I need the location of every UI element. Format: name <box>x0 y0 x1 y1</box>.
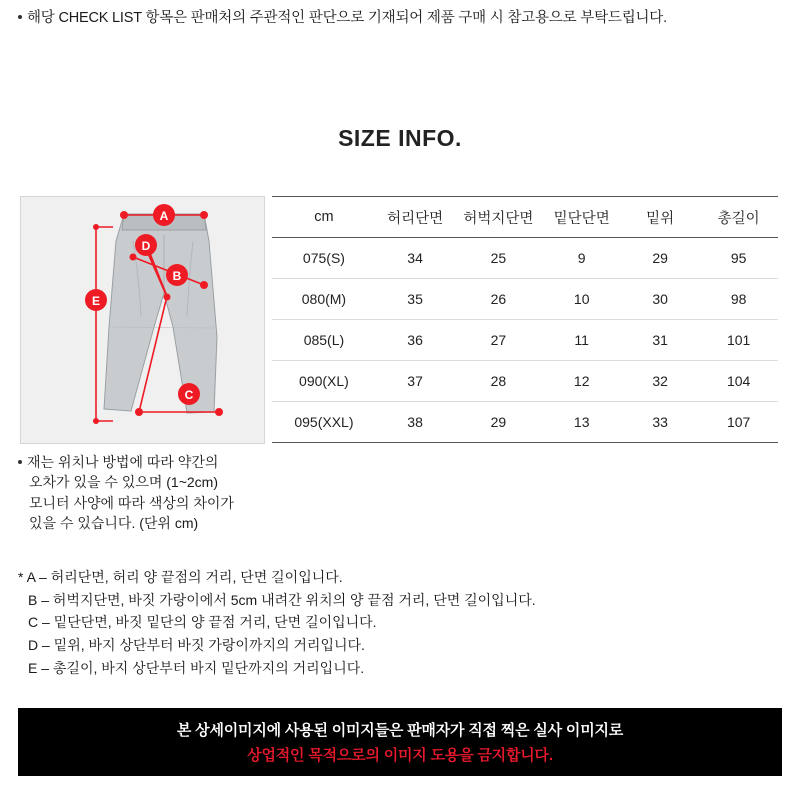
svg-text:C: C <box>184 388 194 402</box>
disclaimer-line <box>18 452 268 472</box>
table-header-cell: 밑단단면 <box>542 197 620 238</box>
legend-text: A – 허리단면, 허리 양 끝점의 거리, 단면 길이입니다. <box>26 569 343 585</box>
table-cell: 12 <box>542 361 620 402</box>
table-cell-size: 080(M) <box>272 279 376 320</box>
table-row <box>272 279 778 320</box>
table-row <box>272 402 778 443</box>
table-header-row <box>272 197 778 238</box>
legend-line: D – 밑위, 바지 상단부터 바짓 가랑이까지의 거리입니다. <box>28 637 365 654</box>
table-header-cell: cm <box>272 197 376 238</box>
pants-illustration <box>104 214 217 413</box>
table-cell-size: 075(S) <box>272 238 376 279</box>
table-cell: 27 <box>454 320 542 361</box>
table-cell: 36 <box>376 320 454 361</box>
table-header-cell: 허벅지단면 <box>454 197 542 238</box>
measurement-disclaimer <box>18 452 268 533</box>
page-title: SIZE INFO. <box>338 125 462 151</box>
svg-text:B: B <box>172 269 182 283</box>
table-header-cell: 밑위 <box>621 197 699 238</box>
table-cell: 31 <box>621 320 699 361</box>
table-row <box>272 361 778 402</box>
legend-line: B – 허벅지단면, 바짓 가랑이에서 5cm 내려간 위치의 양 끝점 거리, 단면 길이입니다. <box>28 591 536 608</box>
table-cell: 98 <box>699 279 778 320</box>
table-cell: 37 <box>376 361 454 402</box>
table-cell: 107 <box>699 402 778 443</box>
svg-text:D: D <box>141 239 151 253</box>
table-cell: 95 <box>699 238 778 279</box>
top-notice <box>18 6 782 27</box>
table-cell: 26 <box>454 279 542 320</box>
table-cell: 33 <box>621 402 699 443</box>
disclaimer-line: 오차가 있을 수 있으며 (1~2cm) <box>29 474 219 491</box>
pants-diagram-svg <box>21 197 264 443</box>
table-cell-size: 085(L) <box>272 320 376 361</box>
table-cell: 38 <box>376 402 454 443</box>
table-cell: 34 <box>376 238 454 279</box>
size-table <box>272 196 778 443</box>
asterisk-icon: * <box>18 569 24 585</box>
top-notice-text: 해당 CHECK LIST 항목은 판매처의 주관적인 판단으로 기재되어 제품 구매 시 참고용으로 부탁드립니다. <box>27 10 667 26</box>
size-diagram <box>20 196 265 444</box>
table-cell: 11 <box>542 320 620 361</box>
table-header-cell: 총길이 <box>699 197 778 238</box>
table-header-cell: 허리단면 <box>376 197 454 238</box>
table-cell: 29 <box>621 238 699 279</box>
table-cell: 28 <box>454 361 542 402</box>
legend-line: C – 밑단단면, 바짓 밑단의 양 끝점 거리, 단면 길이입니다. <box>28 614 377 631</box>
table-cell-size: 095(XXL) <box>272 402 376 443</box>
legend-line <box>18 566 778 589</box>
banner-line-1: 본 상세이미지에 사용된 이미지들은 판매자가 직접 찍은 실사 이미지로 <box>176 722 624 739</box>
disclaimer-line: 모니터 사양에 따라 색상의 차이가 <box>29 494 234 511</box>
svg-text:A: A <box>159 209 169 223</box>
table-row <box>272 320 778 361</box>
table-cell: 30 <box>621 279 699 320</box>
table-cell: 9 <box>542 238 620 279</box>
svg-text:E: E <box>91 294 101 308</box>
disclaimer-text: 재는 위치나 방법에 따라 약간의 <box>27 454 219 470</box>
table-cell: 32 <box>621 361 699 402</box>
table-cell-size: 090(XL) <box>272 361 376 402</box>
table-cell: 13 <box>542 402 620 443</box>
legend-line: E – 총길이, 바지 상단부터 바지 밑단까지의 거리입니다. <box>28 659 365 676</box>
copyright-banner <box>18 708 782 776</box>
table-cell: 10 <box>542 279 620 320</box>
table-cell: 101 <box>699 320 778 361</box>
table-cell: 35 <box>376 279 454 320</box>
table-row <box>272 238 778 279</box>
banner-line-2: 상업적인 목적으로의 이미지 도용을 금지합니다. <box>247 747 553 764</box>
bullet-dot-icon <box>18 15 22 19</box>
table-cell: 25 <box>454 238 542 279</box>
bullet-dot-icon <box>18 460 22 464</box>
measurement-legend <box>18 566 778 679</box>
table-cell: 104 <box>699 361 778 402</box>
disclaimer-line: 있을 수 있습니다. (단위 cm) <box>29 514 199 531</box>
table-cell: 29 <box>454 402 542 443</box>
